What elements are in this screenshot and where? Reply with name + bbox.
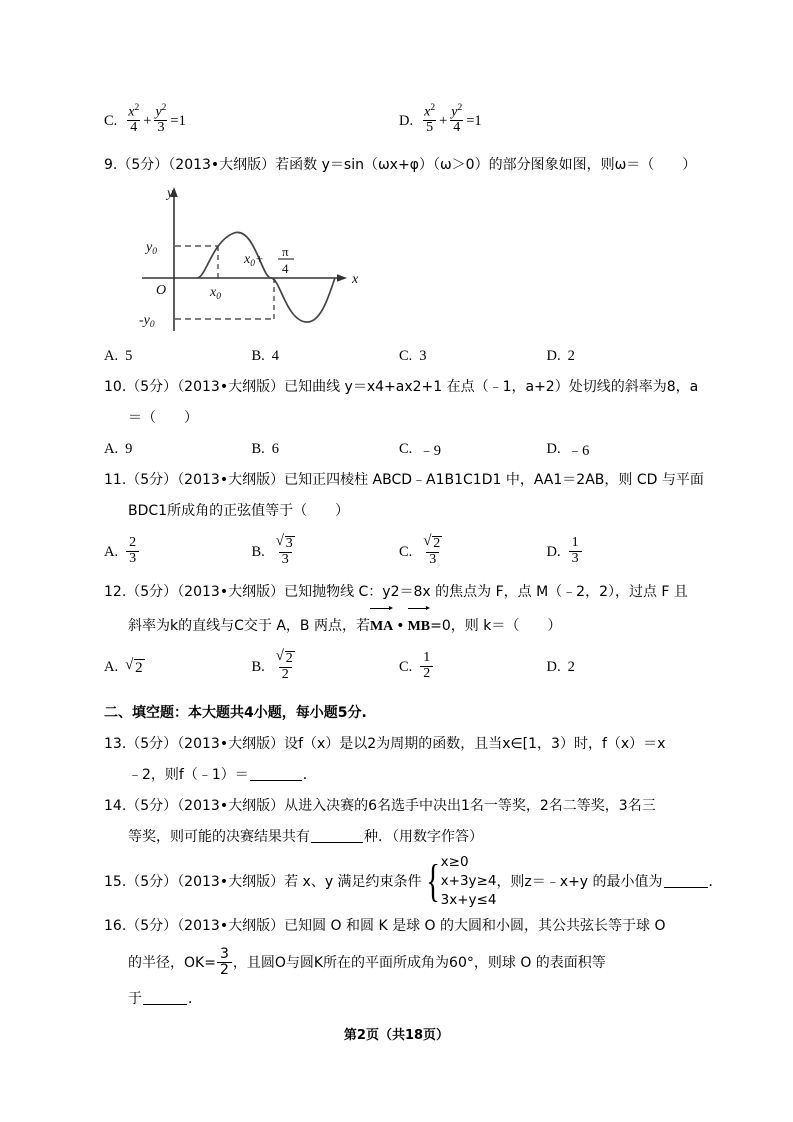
q9-option-b-label: B. — [251, 348, 265, 364]
question-12-text2a: 斜率为k的直线与C交于 A，B 两点，若 — [128, 618, 370, 634]
option-d-num1: x — [424, 104, 431, 120]
question-10-stem-line1 — [104, 372, 699, 403]
q12-option-d-label: D. — [546, 658, 561, 675]
option-c[interactable] — [104, 96, 399, 146]
q10-option-a-label: A. — [104, 441, 119, 457]
question-9-stem — [104, 150, 697, 181]
option-c-num1: x — [128, 104, 135, 120]
q9-option-c-label: C. — [399, 348, 413, 364]
option-d-sup2: 2 — [457, 102, 463, 113]
question-10-options — [104, 434, 694, 465]
page-content — [104, 96, 723, 1015]
q9-option-a[interactable] — [104, 341, 252, 372]
option-c-num2: y — [155, 104, 162, 120]
q12-option-d-value: 2 — [567, 658, 575, 675]
q12-option-a-value: 2 — [135, 659, 143, 676]
q10-option-b[interactable] — [252, 434, 400, 465]
question-9-score: （5分） — [117, 157, 169, 173]
question-16-stem-line3 — [104, 984, 694, 1015]
origin-label: O — [156, 283, 167, 298]
q11-option-b-radical-icon — [276, 535, 295, 552]
q9-option-b[interactable] — [252, 341, 400, 372]
q11-option-b-fraction — [273, 535, 298, 567]
q12-option-d[interactable] — [547, 642, 695, 692]
constraint-2: x+3y≥4 — [440, 872, 497, 889]
option-c-fraction-1 — [125, 104, 142, 136]
q12-option-c-label: C. — [399, 658, 413, 675]
option-d-fraction-2 — [448, 104, 465, 136]
q12-option-b-fraction — [273, 650, 298, 682]
question-16-text3a: 于 — [128, 991, 142, 1007]
q12-option-b[interactable] — [252, 642, 400, 692]
q12-option-c-den: 2 — [420, 666, 433, 682]
question-10-stem-line2 — [104, 403, 694, 434]
q11-option-d-label: D. — [546, 543, 561, 560]
question-13-answer-blank[interactable] — [250, 780, 302, 781]
question-16-stem-line1 — [104, 911, 694, 942]
constraint-1: x≥0 — [440, 853, 469, 870]
q9-option-a-value: 5 — [125, 348, 133, 364]
option-c-fraction-2 — [152, 104, 169, 136]
q11-option-b-den: 3 — [279, 552, 292, 568]
question-15-constraint-system — [422, 853, 497, 910]
q12-option-a-label: A. — [104, 658, 119, 675]
question-12-stem-line1 — [104, 577, 694, 608]
option-d-label: D. — [399, 112, 414, 129]
question-9-text: 若函数 y＝sin（ωx+φ）（ω＞0）的部分图象如图，则ω＝（ ） — [275, 157, 697, 173]
question-14-text1: 从进入决赛的6名选手中决出1名一等奖，2名二等奖，3名三 — [284, 798, 656, 814]
question-15-text-a: 若 x、y 满足约束条件 — [284, 874, 422, 890]
question-13-stem-line1 — [104, 729, 694, 760]
option-d-den1: 5 — [423, 120, 436, 136]
q11-option-b-num: 3 — [285, 535, 293, 551]
question-11-text1: 已知正四棱柱 ABCD﹣A1B1C1D1 中，AA1＝2AB，则 CD 与平面 — [284, 472, 704, 488]
option-d-sup1: 2 — [430, 102, 436, 113]
q9-option-d-label: D. — [546, 348, 561, 364]
q12-option-b-label: B. — [251, 658, 265, 675]
q12-option-b-radical-icon — [276, 650, 295, 667]
question-16-number: 16. — [104, 918, 127, 934]
q10-option-b-value: 6 — [271, 441, 280, 457]
q11-option-c-label: C. — [399, 543, 413, 560]
peak-label-four: 4 — [282, 261, 289, 276]
question-10-text1: 已知曲线 y＝x4+ax2+1 在点（﹣1，a+2）处切线的斜率为8，a — [284, 379, 699, 395]
q10-option-c-label: C. — [399, 441, 413, 457]
question-11-text2: BDC1所成角的正弦值等于（ ） — [128, 503, 350, 519]
question-16-ok-num: 3 — [219, 945, 229, 962]
question-14-text2a: 等奖，则可能的决赛结果共有 — [128, 829, 310, 845]
q11-option-d-num: 1 — [571, 534, 579, 550]
q10-option-b-label: B. — [251, 441, 265, 457]
q12-option-b-num: 2 — [285, 650, 293, 666]
q9-option-c[interactable] — [399, 341, 547, 372]
question-9-number: 9. — [104, 157, 118, 173]
question-11-source: （2013•大纲版） — [177, 472, 285, 488]
question-14-stem-line1 — [104, 791, 694, 822]
question-14-answer-blank[interactable] — [311, 842, 363, 843]
question-11-score: （5分） — [126, 472, 178, 488]
question-16-stem-line2 — [104, 942, 694, 984]
question-13-source: （2013•大纲版） — [177, 736, 285, 752]
q11-option-d-den: 3 — [569, 551, 582, 567]
question-15-score: （5分） — [126, 874, 178, 890]
question-16-score: （5分） — [126, 918, 178, 934]
constraint-3: 3x+y≤4 — [440, 891, 497, 908]
q11-option-b-label: B. — [251, 543, 265, 560]
question-16-text2a: 的半径， — [128, 955, 184, 971]
page-footer: 第2页（共18页） — [343, 1028, 450, 1043]
q11-option-c[interactable] — [399, 527, 547, 577]
question-10-text2: ＝（ ） — [128, 410, 198, 426]
question-8-options — [104, 96, 694, 146]
question-13-text2b: ． — [302, 767, 317, 783]
sine-curve-graph — [134, 181, 364, 339]
question-15-text-c: ． — [708, 874, 723, 890]
question-11-stem-line1 — [104, 465, 704, 496]
question-9-options — [104, 341, 694, 372]
y0-label: $y_0$ — [146, 240, 157, 257]
q11-option-d[interactable] — [547, 527, 695, 577]
question-13-number: 13. — [104, 736, 127, 752]
question-10-number: 10. — [104, 379, 127, 395]
question-11-number: 11. — [104, 472, 127, 488]
question-12-score: （5分） — [126, 584, 178, 600]
q12-option-c-fraction — [420, 651, 433, 681]
q12-option-a-radical-icon — [125, 658, 145, 677]
question-16-text2b: ，且圆O与圆K所在的平面所成角为60°，则球 O 的表面积等 — [232, 955, 606, 971]
peak-label-pi: π — [282, 244, 289, 259]
option-d[interactable] — [399, 96, 694, 146]
y-axis-label: y — [167, 186, 174, 201]
question-16-answer-blank[interactable] — [143, 1004, 187, 1005]
option-d-plus: + — [439, 112, 448, 129]
question-12-text2b: =0，则 k＝（ ） — [430, 618, 562, 634]
q11-option-d-fraction — [569, 536, 582, 566]
section-2-heading: 二、填空题：本大题共4小题，每小题5分. — [104, 705, 367, 721]
question-10-source: （2013•大纲版） — [177, 379, 285, 395]
q12-option-a[interactable] — [104, 642, 252, 692]
option-c-den1: 4 — [127, 120, 140, 136]
question-16-source: （2013•大纲版） — [177, 918, 285, 934]
question-15-answer-blank[interactable] — [664, 887, 708, 888]
q10-option-c[interactable] — [399, 434, 547, 465]
option-c-label: C. — [104, 112, 118, 129]
peak-label-base: $x_0+$ — [244, 251, 264, 269]
q10-option-a[interactable] — [104, 434, 252, 465]
question-16-text1: 已知圆 O 和圆 K 是球 O 的大圆和小圆，其公共弦长等于球 O — [284, 918, 666, 934]
brace-icon: { — [425, 855, 440, 907]
question-16-text3b: ． — [188, 991, 202, 1007]
question-12-options — [104, 642, 694, 692]
question-14-number: 14. — [104, 798, 127, 814]
option-c-sup2: 2 — [161, 102, 167, 113]
q12-option-b-den: 2 — [279, 667, 292, 683]
q10-option-c-value: ﹣9 — [419, 443, 442, 459]
vector-mb: MB — [408, 608, 431, 642]
question-13-stem-line2 — [104, 760, 694, 791]
q11-option-c-radical-icon — [423, 535, 442, 552]
question-14-source: （2013•大纲版） — [177, 798, 285, 814]
question-11-stem-line2 — [104, 496, 694, 527]
question-15-source: （2013•大纲版） — [177, 874, 285, 890]
question-16-ok-fraction — [217, 947, 232, 977]
question-15-stem — [104, 853, 723, 911]
q11-option-c-den: 3 — [426, 552, 439, 568]
question-14-score: （5分） — [126, 798, 178, 814]
q9-option-a-label: A. — [104, 348, 119, 364]
question-11-options — [104, 527, 694, 577]
question-9-figure — [134, 181, 364, 344]
option-d-den2: 4 — [450, 120, 463, 136]
q9-option-d-value: 2 — [567, 348, 575, 364]
question-13-text2a: ﹣2，则f（﹣1）＝ — [128, 767, 249, 783]
option-c-equals: =1 — [170, 112, 186, 129]
option-d-num2: y — [451, 104, 458, 120]
question-16-ok-label: OK= — [184, 955, 216, 971]
option-c-plus: + — [143, 112, 152, 129]
question-15-number: 15. — [104, 874, 127, 890]
question-10-score: （5分） — [126, 379, 178, 395]
q12-option-c-num: 1 — [423, 649, 431, 665]
question-15-text-b: ，则z＝﹣x+y 的最小值为 — [496, 874, 663, 890]
q11-option-a-fraction — [126, 536, 139, 566]
q10-option-d-value: ﹣6 — [567, 443, 590, 459]
q11-option-a-label: A. — [104, 543, 119, 560]
q9-option-d[interactable] — [547, 341, 695, 372]
q10-option-a-value: 9 — [125, 441, 133, 457]
option-d-equals: =1 — [466, 112, 482, 129]
q11-option-c-num: 2 — [433, 535, 441, 551]
question-14-text2b: 种．（用数字作答） — [364, 829, 483, 845]
question-12-text1: 已知抛物线 C：y2＝8x 的焦点为 F，点 M（﹣2，2），过点 F 且 — [284, 584, 688, 600]
question-16-ok-den: 2 — [217, 962, 232, 978]
vector-ma: MA — [370, 608, 393, 642]
question-9-figure-wrap — [104, 181, 694, 341]
question-9-source: （2013•大纲版） — [168, 157, 276, 173]
x-axis-label: x — [352, 272, 359, 287]
q11-option-c-fraction — [420, 535, 445, 567]
question-13-score: （5分） — [126, 736, 178, 752]
question-12-stem-line2 — [104, 608, 694, 642]
q11-option-a-den: 3 — [126, 551, 139, 567]
q11-option-b[interactable] — [252, 527, 400, 577]
question-12-dot: • — [396, 618, 405, 634]
neg-y0-label: $-y_0$ — [139, 313, 155, 330]
q11-option-a[interactable] — [104, 527, 252, 577]
x0-label: $x_0$ — [210, 285, 221, 302]
q10-option-d[interactable] — [547, 434, 695, 465]
question-14-stem-line2 — [104, 822, 694, 853]
q12-option-c[interactable] — [399, 642, 547, 692]
q11-option-a-num: 2 — [129, 534, 137, 550]
question-12-number: 12. — [104, 584, 127, 600]
q9-option-c-value: 3 — [419, 348, 427, 364]
option-c-sup1: 2 — [134, 102, 140, 113]
q9-option-b-value: 4 — [271, 348, 280, 364]
q10-option-d-label: D. — [546, 441, 561, 457]
option-c-den2: 3 — [154, 120, 167, 136]
question-13-text1: 设f（x）是以2为周期的函数，且当x∈[1，3）时，f（x）＝x — [284, 736, 666, 752]
option-d-fraction-1 — [421, 104, 438, 136]
question-12-source: （2013•大纲版） — [177, 584, 285, 600]
